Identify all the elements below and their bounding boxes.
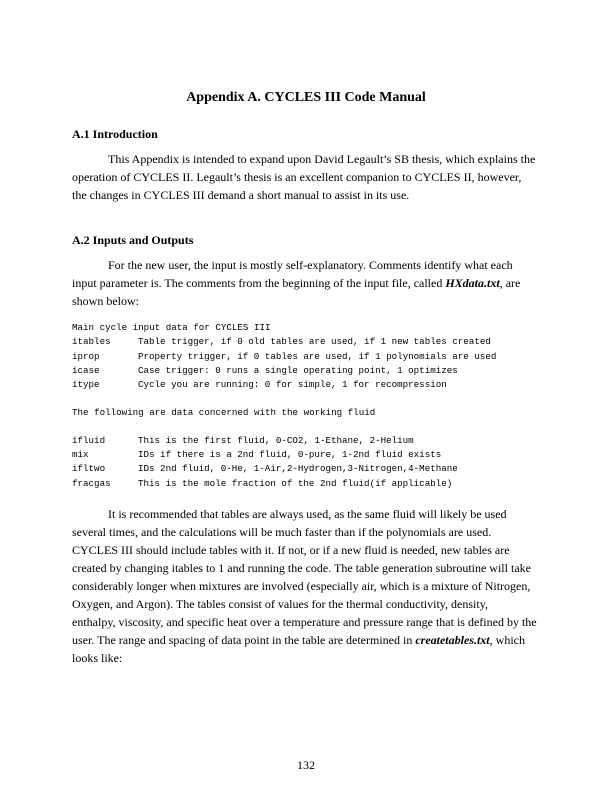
text-line: the changes in CYCLES III demand a short manual to assist in its use. [72,188,410,202]
parameter-comment: IDs 2nd fluid, 0-He, 1-Air,2-Hydrogen,3-Nitrogen,4-Methane [138,463,458,475]
section-heading: A.1 Introduction [72,127,158,141]
parameter-comment: This is the mole fraction of the 2nd fluid(if applicable) [138,477,453,489]
text-line: shown below: [72,294,139,308]
parameter-comment: Table trigger, if 0 old tables are used, if 1 new tables created [138,336,491,348]
page-title: Appendix A. CYCLES III Code Manual [186,90,426,105]
filename: HXdata.txt [445,276,500,290]
text-line: operation of CYCLES II. Legault’s thesis is an excellent companion to CYCLES II, however, [72,170,522,184]
parameter-name: itables [72,336,111,348]
parameter-comment: IDs if there is a 2nd fluid, 0-pure, 1-2nd fluid exists [138,449,442,461]
parameter-comment: This is the first fluid, 0-CO2, 1-Ethane, 2-Helium [138,434,414,446]
text-line: This Appendix is intended to expand upon David Legault’s SB thesis, which explains the [108,152,536,166]
text: , which [489,632,525,647]
parameter-name: itype [72,379,100,391]
parameter-comment: Case trigger: 0 runs a single operating point, 1 optimizes [138,364,458,376]
text-line [72,631,542,649]
code-block [72,321,542,491]
parameter-name: icase [72,364,100,376]
code-row [72,477,542,491]
section-heading: A.2 Inputs and Outputs [72,233,194,247]
text-line [72,274,542,292]
text-line: CYCLES III should include tables with it. If not, or if a new fluid is needed, new tables are [72,542,510,557]
text-line: considerably longer when mixtures are involved (especially air, which is a mixture of Nitrogen, [72,578,531,593]
code-row [72,350,542,364]
text-line: looks like: [72,650,123,665]
parameter-comment: Cycle you are running: 0 for simple, 1 for recompression [138,379,447,391]
parameter-comment: Property trigger, if 0 tables are used, if 1 polynomials are used [138,350,497,362]
parameter-name: ifltwo [72,463,106,475]
parameter-name: ifluid [72,434,106,446]
page-number: 132 [297,758,315,772]
text: user. The range and spacing of data point in the table are determined in [72,632,416,647]
text: input parameter is. The comments from the beginning of the input file, called [72,276,446,290]
code-row [72,335,542,349]
parameter-name: iprop [72,350,100,362]
code-row [72,462,542,476]
text-line: It is recommended that tables are always used, as the same fluid will likely be used [108,506,507,521]
filename: createtables.txt [415,632,490,647]
parameter-name: mix [72,449,89,461]
text: , are [499,276,521,290]
page-body [72,0,542,667]
section-inputs-outputs [72,231,542,310]
parameter-name: fracgas [72,477,111,489]
text-line: enthalpy, viscosity, and specific heat over a temperature and pressure range that is defined by the [72,614,537,629]
text-line: several times, and the calculations will be much faster than if the polynomials are used. [72,524,492,539]
section-introduction [72,125,542,204]
code-row [72,364,542,378]
text-line: created by changing itables to 1 and running the code. The table generation subroutine will take [72,560,531,575]
code-header: Main cycle input data for CYCLES III [72,322,271,333]
code-row [72,378,542,392]
code-row [72,448,542,462]
text-line: For the new user, the input is mostly self-explanatory. Comments identify what each [108,258,513,272]
code-row [72,434,542,448]
code-header: The following are data concerned with the working fluid [72,407,376,419]
text-line: Oxygen, and Argon). The tables consist of values for the thermal conductivity, density, [72,596,488,611]
paragraph-tables [72,505,542,667]
